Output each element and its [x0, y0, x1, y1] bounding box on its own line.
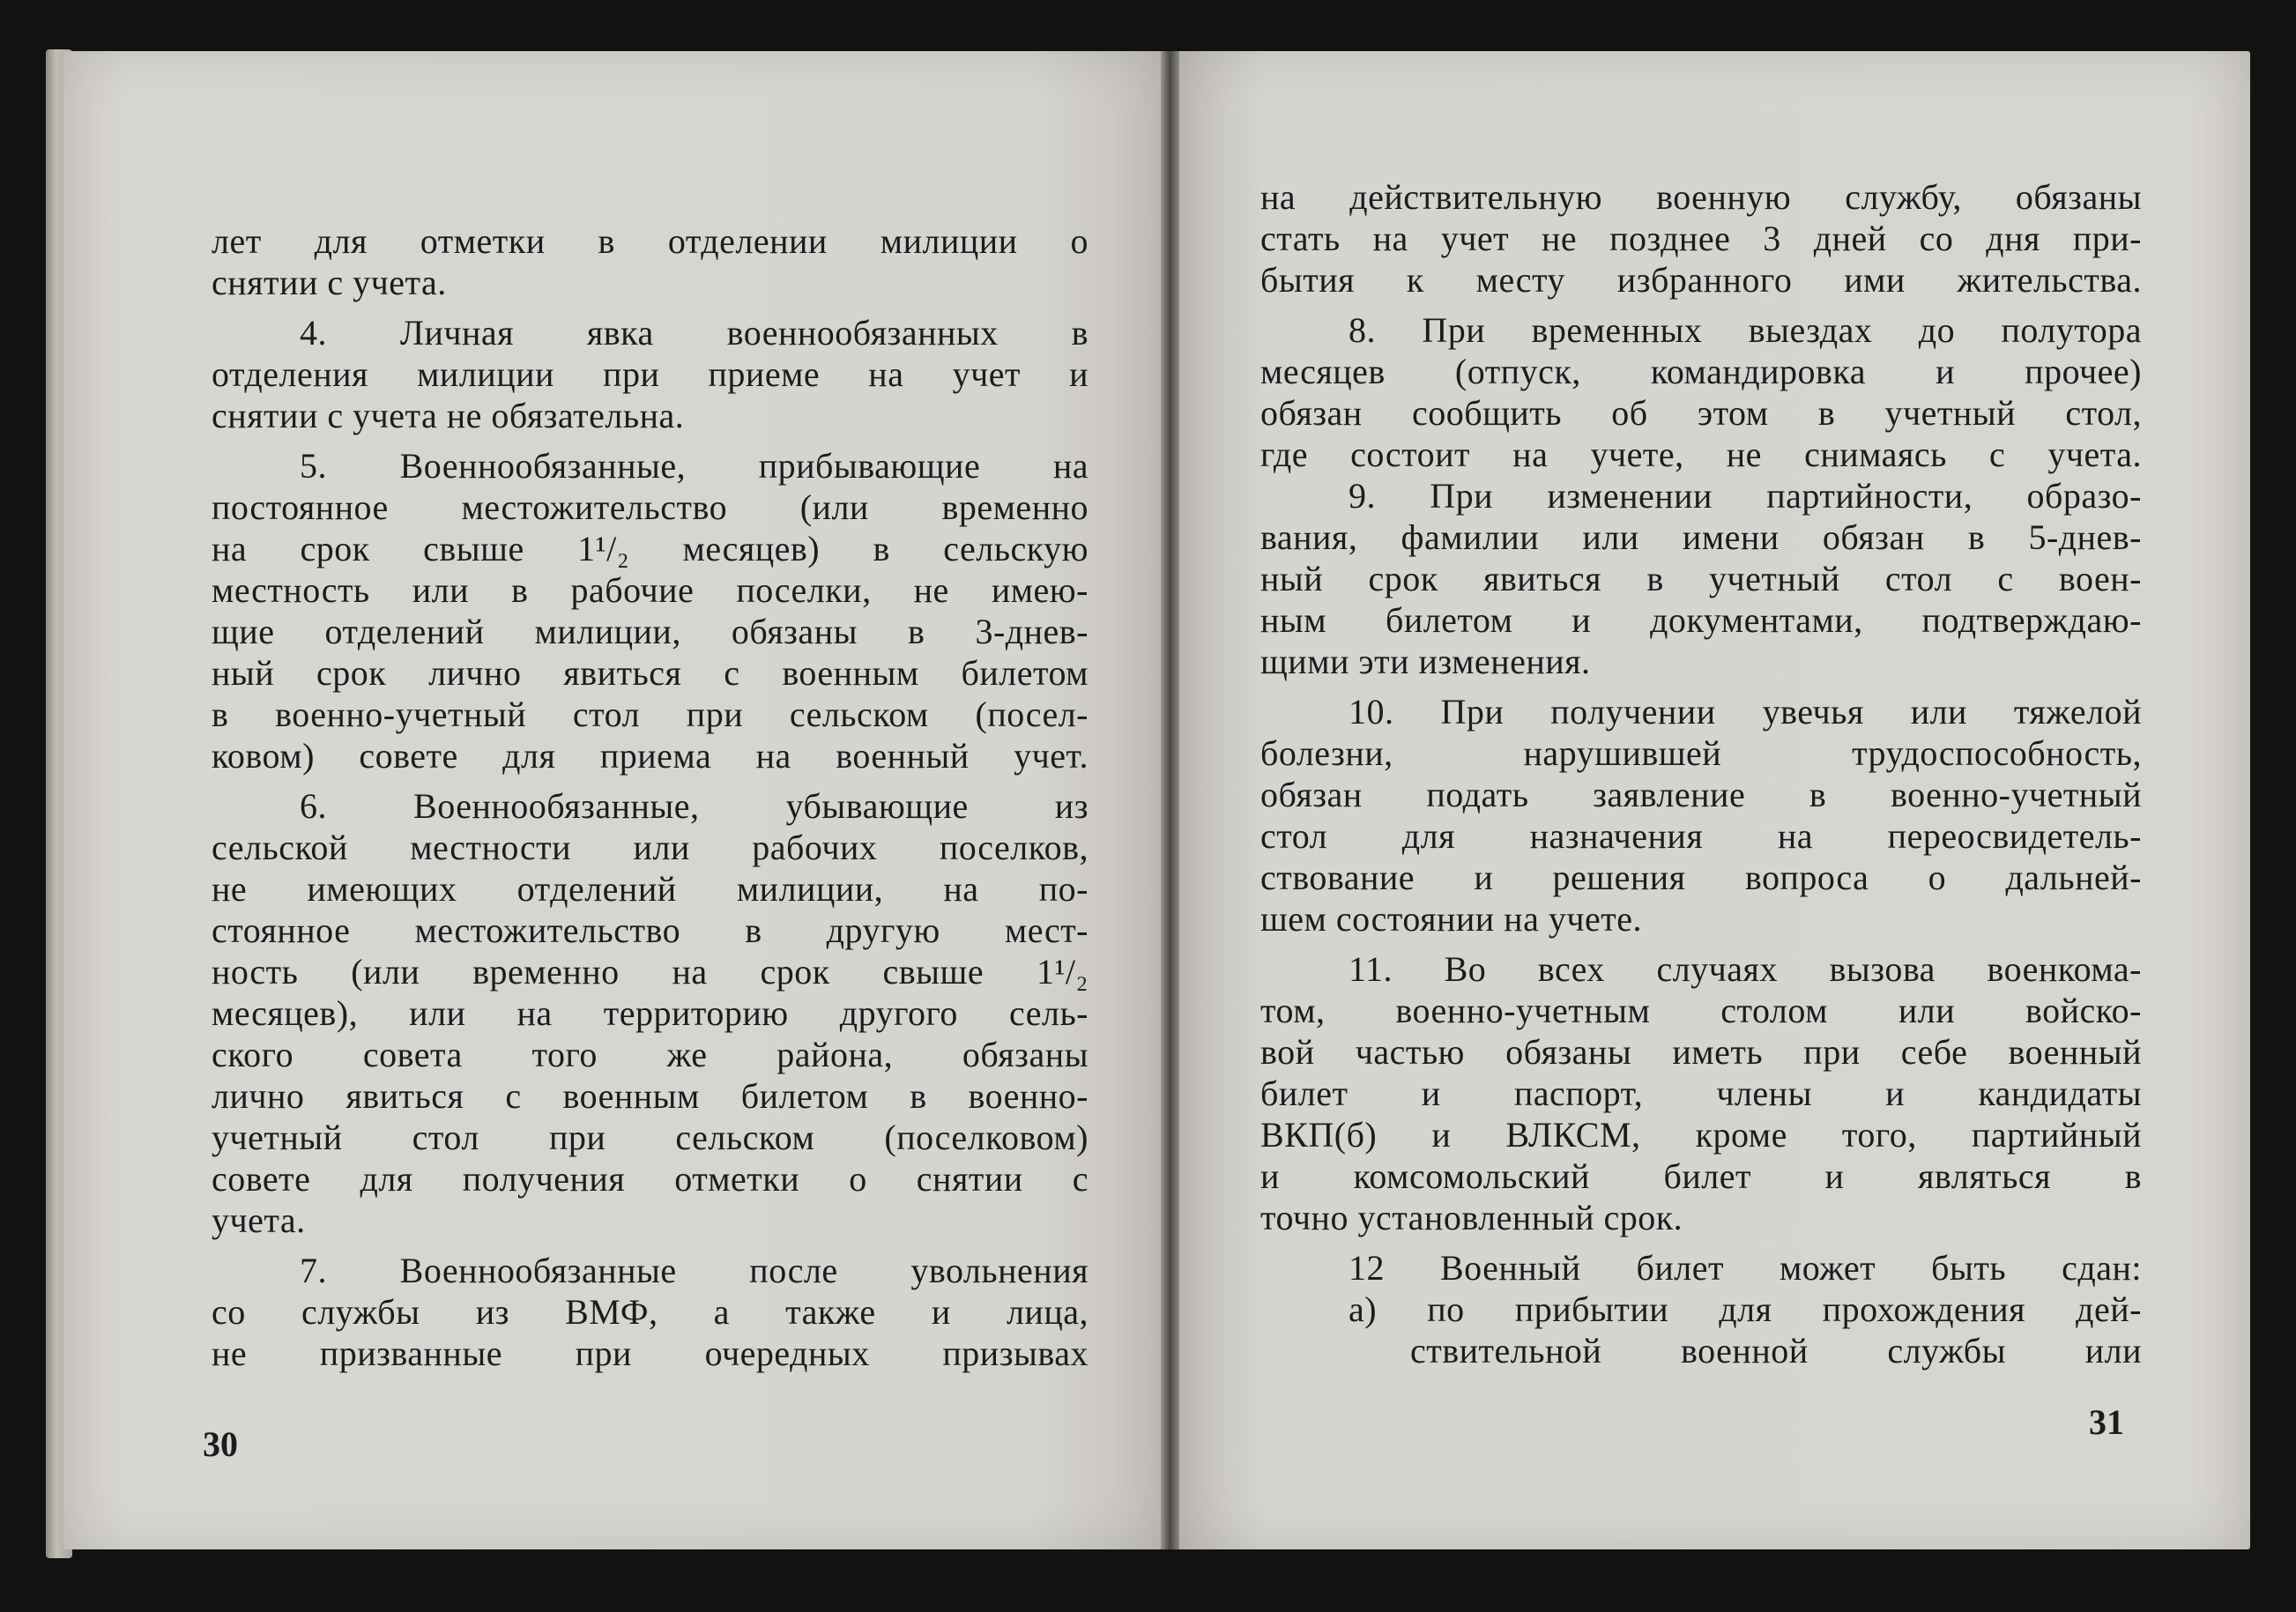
text-line: снятии с учета.: [212, 263, 447, 302]
text-line: ствительной военной службы или: [1410, 1331, 2142, 1371]
text-line: на срок свыше 1¹/₂ месяцев) в сельскую: [212, 529, 1089, 568]
text-line: и комсомольский билет и являться в: [1260, 1156, 2142, 1196]
text-line: 12 Военный билет может быть сдан:: [1349, 1248, 2142, 1288]
text-line: где состоит на учете, не снимаясь с учета.: [1260, 435, 2142, 474]
text-line: месяцев (отпуск, командировка и прочее): [1260, 352, 2142, 391]
text-line: 11. Во всех случаях вызова военкома-: [1349, 949, 2142, 989]
text-line: отделения милиции при приеме на учет и: [212, 354, 1089, 394]
text-line: ным билетом и документами, подтверждаю-: [1260, 600, 2142, 640]
text-line: 4. Личная явка военнообязанных в: [300, 313, 1089, 353]
text-line: бытия к месту избранного ими жительства.: [1260, 260, 2142, 300]
text-line: щие отделений милиции, обязаны в 3-днев-: [212, 612, 1089, 651]
text-line: стать на учет не позднее 3 дней со дня при-: [1260, 219, 2142, 258]
text-line: 7. Военнообязанные после увольнения: [300, 1251, 1089, 1290]
text-line: учета.: [212, 1200, 306, 1240]
text-line: учетный стол при сельском (поселковом): [212, 1118, 1089, 1157]
text-line: со службы из ВМФ, а также и лица,: [212, 1292, 1089, 1332]
text-line: лет для отметки в отделении милиции о: [212, 221, 1089, 261]
text-line: не призванные при очередных призывах: [212, 1333, 1089, 1373]
text-line: стоянное местожительство в другую мест-: [212, 910, 1089, 950]
book-gutter: [1161, 51, 1179, 1549]
text-line: вания, фамилии или имени обязан в 5-днев-: [1260, 517, 2142, 557]
text-line: в военно-учетный стол при сельском (посел-: [212, 695, 1089, 734]
text-line: обязан подать заявление в военно-учетный: [1260, 775, 2142, 814]
text-line: 9. При изменении партийности, образо-: [1349, 476, 2142, 516]
text-line: ствование и решения вопроса о дальней-: [1260, 858, 2142, 897]
text-line: постоянное местожительство (или временно: [212, 487, 1089, 527]
text-line: не имеющих отделений милиции, на по-: [212, 869, 1089, 909]
text-line: а) по прибытии для прохождения дей-: [1349, 1289, 2142, 1329]
text-line: билет и паспорт, члены и кандидаты: [1260, 1073, 2142, 1113]
text-line: том, военно-учетным столом или войско-: [1260, 991, 2142, 1030]
text-line: лично явиться с военным билетом в военно-: [212, 1076, 1089, 1116]
text-line: вой частью обязаны иметь при себе военный: [1260, 1032, 2142, 1072]
text-line: совете для получения отметки о снятии с: [212, 1159, 1089, 1199]
text-line: снятии с учета не обязательна.: [212, 396, 685, 435]
text-line: обязан сообщить об этом в учетный стол,: [1260, 393, 2142, 433]
page-number: 30: [203, 1424, 238, 1464]
text-line: болезни, нарушившей трудоспособность,: [1260, 733, 2142, 773]
text-line: ВКП(б) и ВЛКСМ, кроме того, партийный: [1260, 1115, 2142, 1155]
text-line: ского совета того же района, обязаны: [212, 1035, 1089, 1074]
text-line: сельской местности или рабочих поселков,: [212, 828, 1089, 867]
text-line: 10. При получении увечья или тяжелой: [1349, 692, 2142, 732]
text-line: месяцев), или на территорию другого сель-: [212, 993, 1089, 1033]
text-line: 5. Военнообязанные, прибывающие на: [300, 446, 1089, 486]
text-line: щими эти изменения.: [1260, 642, 1591, 681]
text-line: ный срок явиться в учетный стол с воен-: [1260, 559, 2142, 598]
left-page-text: [212, 220, 1089, 1374]
text-line: 6. Военнообязанные, убывающие из: [300, 786, 1089, 826]
right-page-text: [1260, 176, 2142, 1371]
text-line: местность или в рабочие поселки, не имею-: [212, 570, 1089, 610]
text-line: стол для назначения на переосвидетель-: [1260, 816, 2142, 856]
page-number: 31: [2089, 1402, 2124, 1442]
text-line: 8. При временных выездах до полутора: [1349, 310, 2142, 350]
text-line: ковом) совете для приема на военный учет.: [212, 736, 1089, 776]
text-line: ный срок лично явиться с военным билетом: [212, 653, 1089, 693]
text-line: ность (или временно на срок свыше 1¹/₂: [212, 952, 1089, 992]
text-line: на действительную военную службу, обязаны: [1260, 177, 2142, 217]
text-line: точно установленный срок.: [1260, 1198, 1683, 1237]
text-line: шем состоянии на учете.: [1260, 899, 1642, 939]
